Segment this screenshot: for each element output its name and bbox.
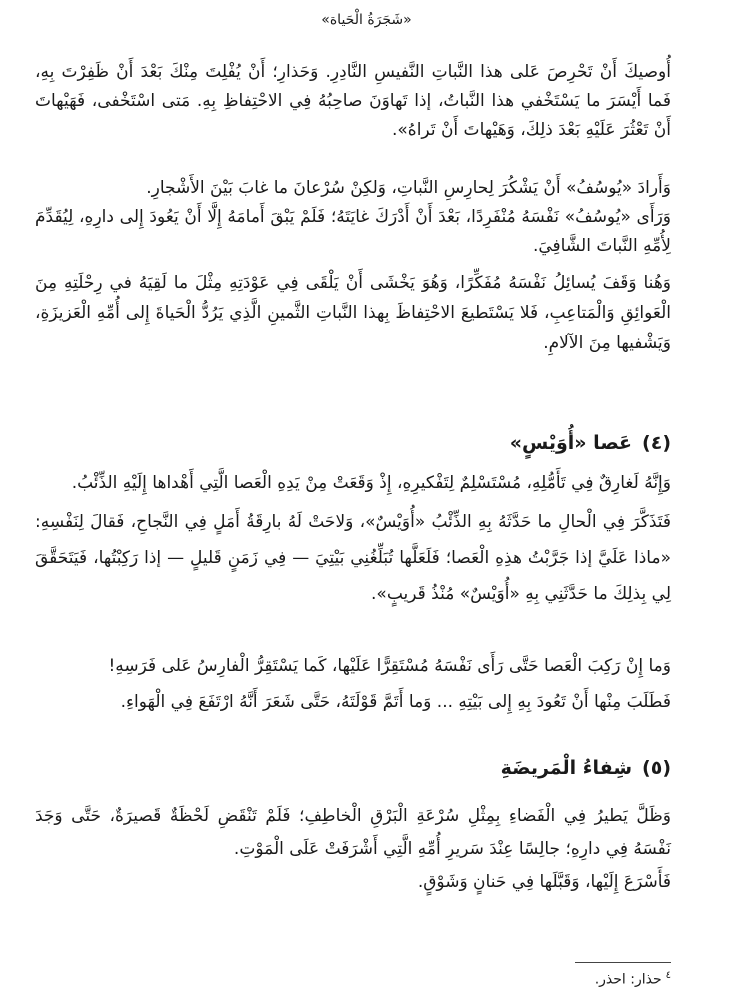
footnote-divider bbox=[575, 962, 671, 963]
paragraph: فَأَسْرَعَ إِلَيْها، وَقَبَّلَها فِي حَنانٍ وَشَوْقٍ. bbox=[417, 872, 671, 892]
paragraph: وَإِنَّهُ لَغارِقٌ فِي تَأَمُّلِهِ، مُسْتَسْلِمٌ لِتَفْكيرِهِ، إِذْ وَقَعَتْ مِنْ يَدِهِ الْعَصا الَّتِي أَهْداها إِلَيْهِ الذِّئْبُ. bbox=[71, 473, 671, 493]
footnote bbox=[371, 966, 671, 990]
section-heading bbox=[35, 428, 671, 458]
section-number: (٥) bbox=[642, 757, 671, 779]
paragraph: أُوصيكَ أَنْ تَحْرِصَ عَلى هذا النَّباتِ النَّفيسِ النَّادِرِ. وَحَذارِ؛ أَنْ يُفْلِتَ مِنْكَ بَعْدَ أَنْ ظَفِرْتَ بِهِ، فَما أَيْسَرَ ما يَسْتَخْفي هذا النَّباتُ، إذا تَهاوَنَ صاحِبُهُ فِي الاحْتِفاظِ بِهِ. مَتى اسْتَخْفى، فَهَيْهاتَ أَنْ تَعْثُرَ عَلَيْهِ بَعْدَ ذلِكَ، وَهَيْهاتَ أَنْ تَراهُ». bbox=[35, 62, 671, 140]
section-title: عَصا «أُوَيْسٍ» bbox=[509, 432, 633, 454]
section-number: (٤) bbox=[642, 432, 671, 454]
paragraph: وَظَلَّ يَطيرُ فِي الْفَضاءِ بِمِثْلِ سُرْعَةِ الْبَرْقِ الْخاطِفِ؛ فَلَمْ تَنْقَضِ لَحْظَةٌ قَصيرَةٌ، حَتَّى وَجَدَ نَفْسَهُ فِي دارِهِ؛ جالِسًا عِنْدَ سَريرِ أُمِّهِ الَّتِي أَشْرَفَتْ عَلَى الْمَوْتِ. bbox=[35, 806, 671, 859]
footnote-marker: ٤ bbox=[665, 970, 671, 981]
paragraph: فَطَلَبَ مِنْها أَنْ تَعُودَ بِهِ إِلى بَيْتِهِ ... وَما أَتَمَّ قَوْلَتَهُ، حَتَّى شَعَرَ أَنَّهُ ارْتَفَعَ فِي الْهَواءِ. bbox=[120, 692, 671, 712]
running-header: «شَجَرَةُ الْحَياة» bbox=[321, 12, 412, 28]
section-title: شِفاءُ الْمَريضَةِ bbox=[500, 757, 633, 779]
paragraph: وَأَرادَ «يُوسُفُ» أَنْ يَشْكُرَ لِحارِسِ النَّباتِ، وَلكِنْ سُرْعانَ ما غابَ بَيْنَ الأَشْجارِ. bbox=[146, 178, 671, 198]
paragraph: وَهُنا وَقَفَ يُسائِلُ نَفْسَهُ مُفَكِّرًا، وَهُوَ يَخْشَى أَنْ يَلْقَى فِي عَوْدَتِهِ مِثْلَ ما لَقِيَهُ في رِحْلَتِهِ مِنَ الْعَوائِقِ وَالْمَتاعِبِ، فَلا يَسْتَطيعَ الاحْتِفاظَ بِهذا النَّباتِ الثَّمينِ الَّذِي يَرُدُّ الْحَياةَ إِلى أُمِّهِ الْعَزيزَةِ، وَيَشْفيها مِنَ الآلامِ. bbox=[35, 273, 671, 353]
footnote-text: حذار: احذر. bbox=[594, 971, 662, 988]
section-heading bbox=[35, 753, 671, 783]
paragraph: فَتَذَكَّرَ فِي الْحالِ ما حَدَّثَهُ بِهِ الذِّئْبُ «أُوَيْسٌ»، وَلاحَتْ لَهُ بارِقَةُ أَمَلٍ فِي النَّجاحِ، فَقالَ لِنَفْسِهِ: «ماذا عَلَيَّ إذا جَرَّبْتُ هذِهِ الْعَصا؛ فَلَعَلَّها تُبَلِّغُنِي بَيْتِيَ — فِي زَمَنٍ قَليلٍ — إذا رَكِبْتُها، فَيَتَحَقَّقَ لِي بِذلِكَ ما حَدَّثَنِي بِهِ «أُوَيْسٌ» مُنْذُ قَريبٍ». bbox=[35, 512, 671, 604]
paragraph: وَما إِنْ رَكِبَ الْعَصا حَتَّى رَأَى نَفْسَهُ مُسْتَقِرًّا عَلَيْها، كَما يَسْتَقِرُّ الْفارِسُ عَلى فَرَسِهِ! bbox=[108, 656, 671, 676]
paragraph: وَرَأَى «يُوسُفُ» نَفْسَهُ مُنْفَرِدًا، بَعْدَ أَنْ أَدْرَكَ غايَتَهُ؛ فَلَمْ يَبْقَ أَمامَهُ إِلَّا أَنْ يَعُودَ إِلى دارِهِ، لِيُقَدِّمَ لِأُمِّهِ النَّباتَ الشَّافِيَ. bbox=[35, 207, 671, 256]
